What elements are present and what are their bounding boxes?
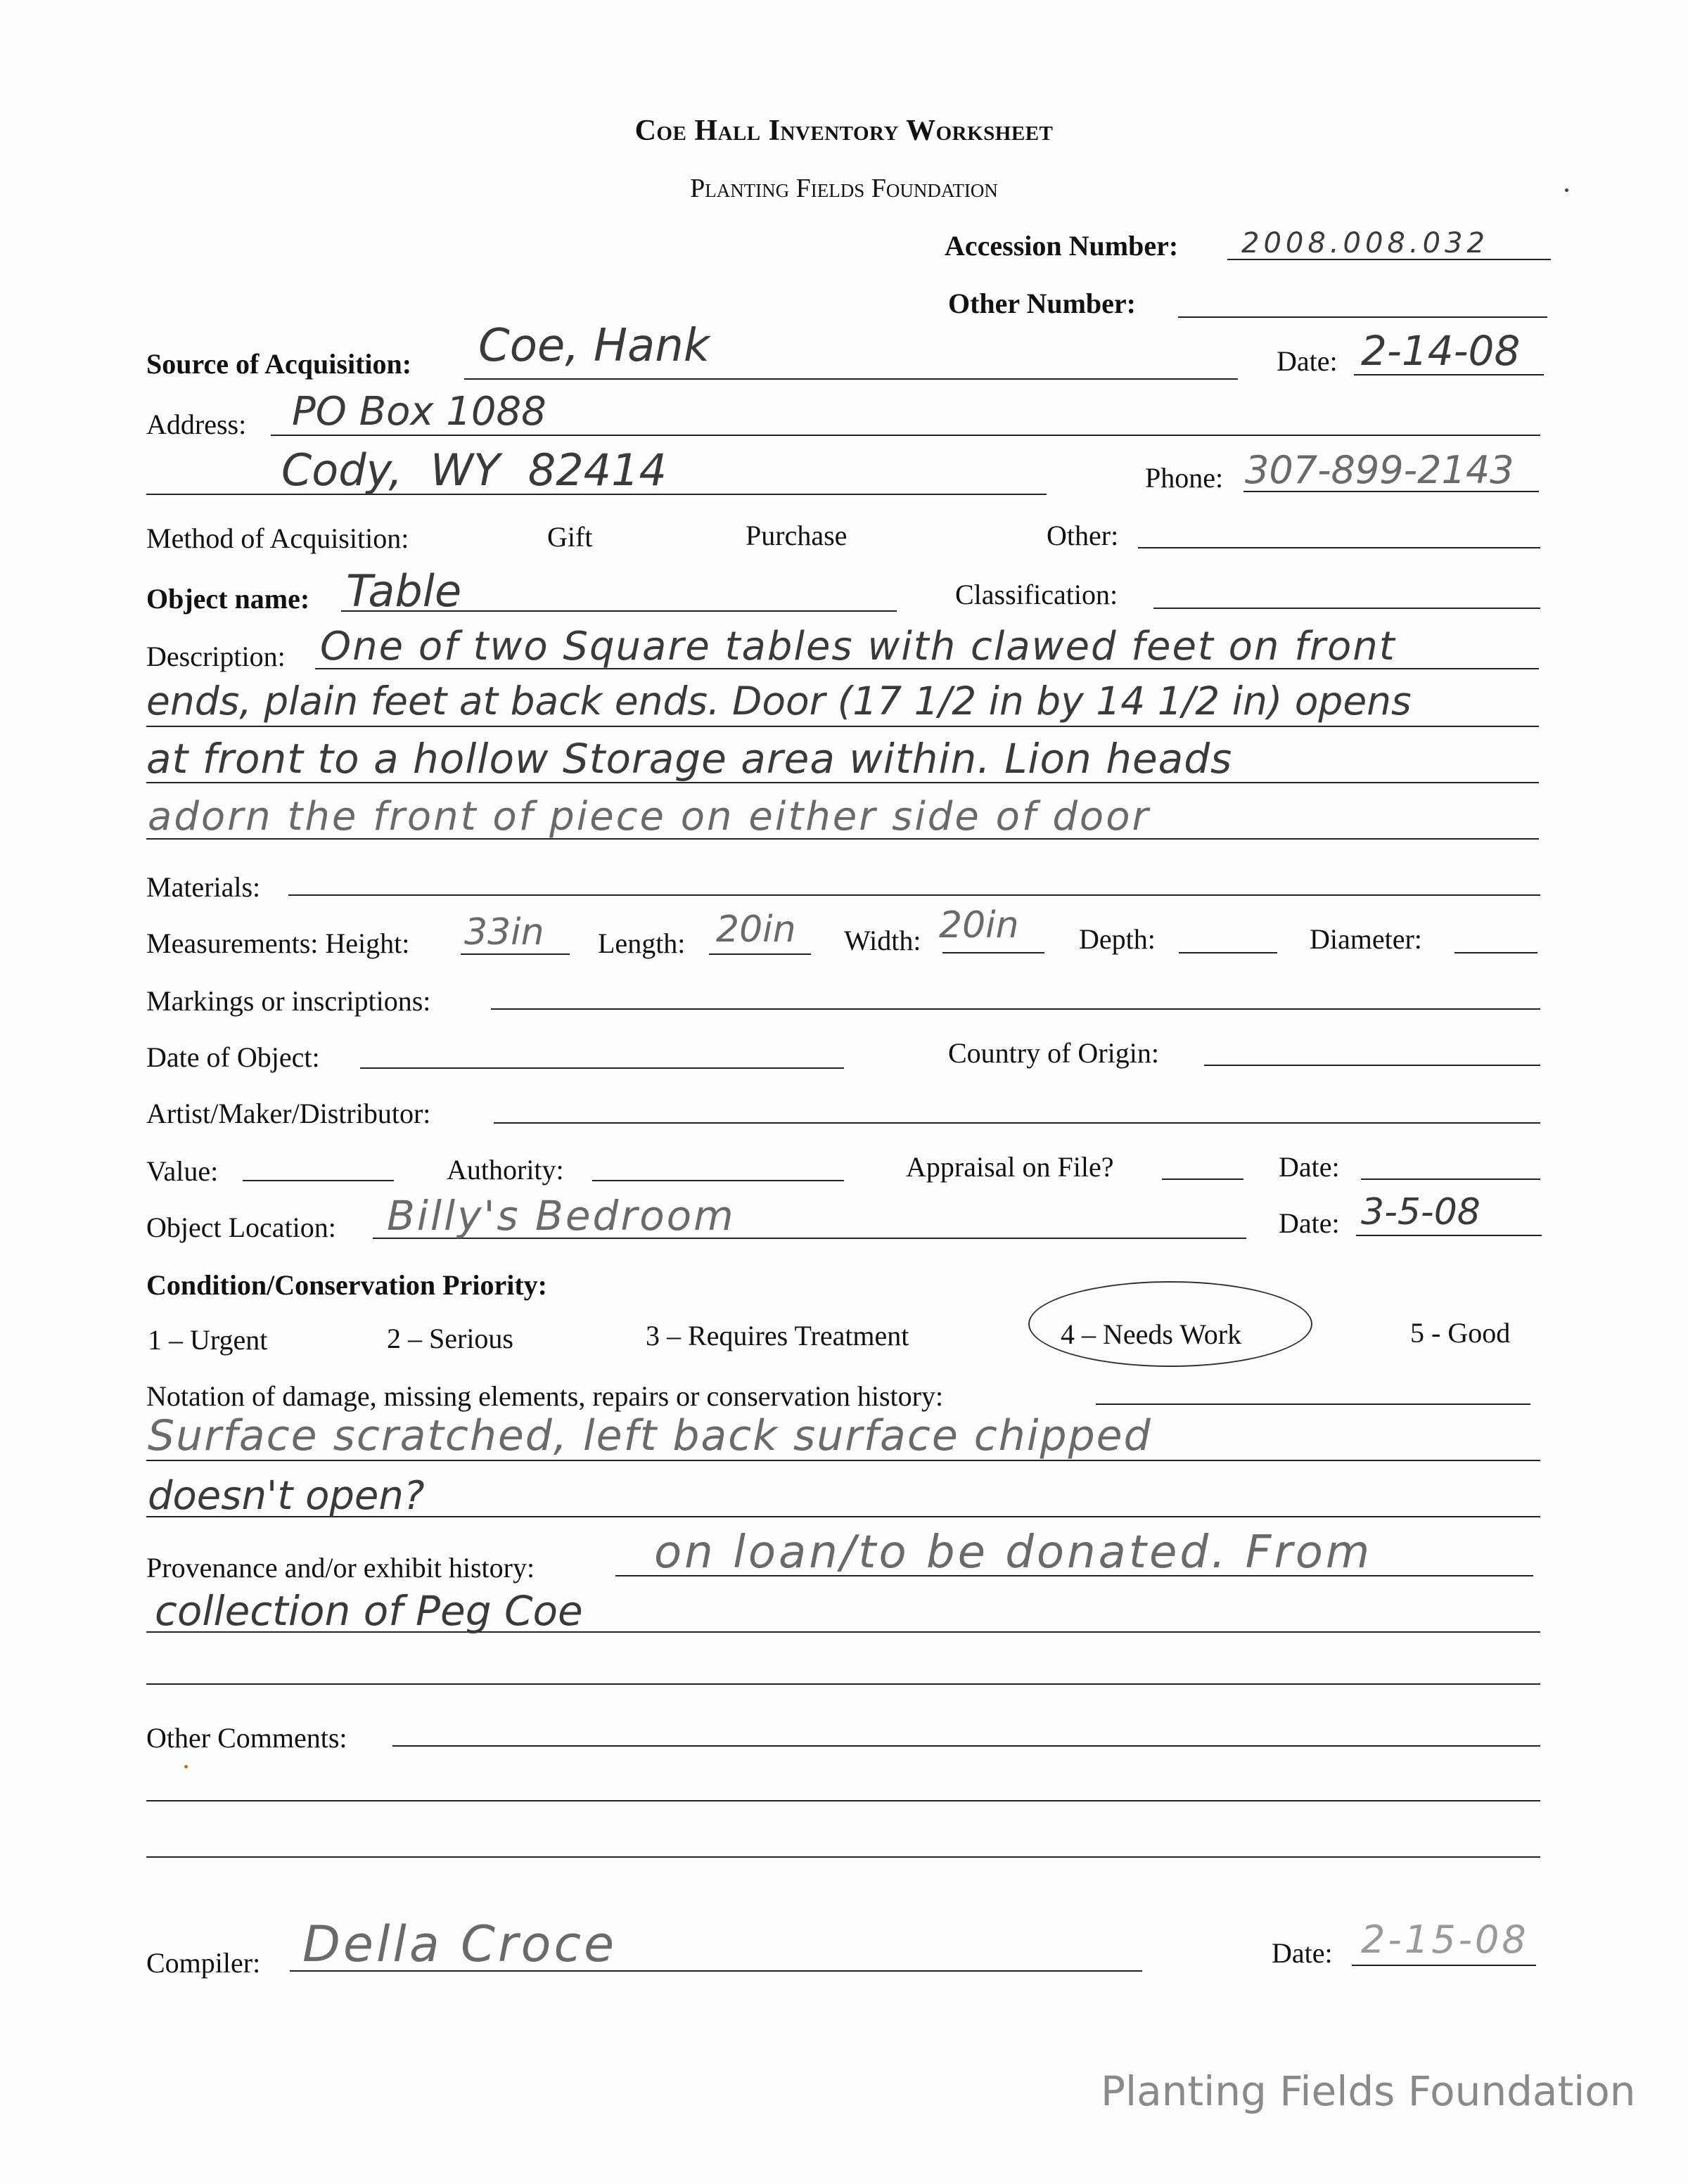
condition-heading: Condition/Conservation Priority: <box>146 1269 547 1301</box>
object-location-value: Billy's Bedroom <box>387 1192 736 1240</box>
accession-number-value: 2008.008.032 <box>1241 227 1489 259</box>
object-name-value: Table <box>346 565 462 617</box>
source-value: Coe, Hank <box>478 320 710 372</box>
provenance-line-2-text: collection of Peg Coe <box>155 1587 583 1635</box>
markings-line <box>491 1008 1540 1010</box>
depth-label: Depth: <box>1079 923 1156 955</box>
method-purchase: Purchase <box>746 520 848 551</box>
artist-label: Artist/Maker/Distributor: <box>146 1098 431 1129</box>
notation-line-2-text: doesn't open? <box>148 1473 425 1519</box>
location-date-value: 3-5-08 <box>1361 1191 1481 1233</box>
materials-label: Materials: <box>146 871 261 903</box>
object-name-label: Object name: <box>146 583 310 615</box>
accession-number-label: Accession Number: <box>945 230 1179 262</box>
notation-label: Notation of damage, missing elements, repairs or conservation history: <box>146 1380 944 1412</box>
source-date-label: Date: <box>1277 345 1338 377</box>
depth-line <box>1179 952 1277 953</box>
object-location-label: Object Location: <box>146 1212 336 1243</box>
length-line <box>709 953 811 955</box>
condition-good: 5 - Good <box>1410 1317 1511 1349</box>
country-label: Country of Origin: <box>948 1037 1159 1069</box>
appraisal-date-line <box>1361 1178 1540 1180</box>
condition-urgent: 1 – Urgent <box>148 1324 268 1356</box>
other-comments-line-1 <box>392 1745 1540 1747</box>
length-label: Length: <box>598 927 686 959</box>
condition-requires-treatment: 3 – Requires Treatment <box>646 1320 909 1351</box>
description-line-2 <box>146 726 1539 727</box>
provenance-line-1-text: on loan/to be donated. From <box>654 1527 1373 1579</box>
phone-label: Phone: <box>1145 462 1224 494</box>
notation-line-0 <box>1096 1403 1530 1405</box>
appraisal-line <box>1162 1178 1243 1180</box>
height-value: 33in <box>464 911 544 953</box>
authority-label: Authority: <box>447 1154 564 1186</box>
value-line <box>243 1180 394 1181</box>
other-comments-line-2 <box>146 1800 1540 1801</box>
source-label: Source of Acquisition: <box>146 348 412 380</box>
compiler-label: Compiler: <box>146 1947 261 1979</box>
provenance-label: Provenance and/or exhibit history: <box>146 1552 535 1584</box>
scan-speck <box>184 1765 188 1768</box>
address-line1-value: PO Box 1088 <box>292 389 546 435</box>
other-number-line <box>1178 316 1547 318</box>
method-other-label: Other: <box>1047 520 1119 551</box>
date-of-object-line <box>360 1067 844 1069</box>
appraisal-date-label: Date: <box>1279 1151 1340 1183</box>
compiler-date-line <box>1352 1965 1536 1966</box>
appraisal-label: Appraisal on File? <box>906 1151 1114 1183</box>
location-date-line <box>1356 1235 1542 1236</box>
source-line <box>464 378 1238 380</box>
condition-serious: 2 – Serious <box>387 1323 513 1354</box>
form-title: Coe Hall Inventory Worksheet <box>634 115 1054 147</box>
watermark-text: Planting Fields Foundation <box>1101 2067 1636 2115</box>
compiler-date-value: 2-15-08 <box>1361 1918 1529 1962</box>
authority-line <box>592 1180 844 1181</box>
width-label: Width: <box>844 925 921 956</box>
description-line-4-text: adorn the front of piece on either side of door <box>148 794 1151 840</box>
description-line-3-text: at front to a hollow Storage area within. Lion heads <box>146 735 1233 783</box>
diameter-label: Diameter: <box>1310 923 1422 955</box>
width-line <box>942 952 1044 953</box>
phone-value: 307-899-2143 <box>1245 448 1514 492</box>
method-label: Method of Acquisition: <box>146 522 409 554</box>
address-line-1 <box>271 435 1540 436</box>
materials-line <box>288 894 1540 896</box>
diameter-line <box>1454 952 1537 953</box>
country-line <box>1204 1065 1540 1066</box>
artist-line <box>494 1122 1540 1124</box>
form-subtitle: Planting Fields Foundation <box>690 174 998 203</box>
description-line-2-text: ends, plain feet at back ends. Door (17 1/2 in by 14 1/2 in) opens <box>146 679 1412 724</box>
length-value: 20in <box>716 908 796 951</box>
width-value: 20in <box>939 904 1019 946</box>
address-label: Address: <box>146 409 247 440</box>
classification-label: Classification: <box>955 579 1118 610</box>
description-line-1-text: One of two Square tables with clawed feet on front <box>320 624 1396 669</box>
compiler-value: Della Croce <box>302 1915 618 1973</box>
location-date-label: Date: <box>1279 1207 1340 1239</box>
provenance-line-2 <box>146 1683 1540 1685</box>
description-label: Description: <box>146 641 286 672</box>
value-label: Value: <box>146 1155 219 1187</box>
classification-line <box>1153 608 1540 609</box>
compiler-date-label: Date: <box>1272 1937 1333 1969</box>
other-number-label: Other Number: <box>948 288 1136 319</box>
method-gift: Gift <box>547 521 593 553</box>
source-date-value: 2-14-08 <box>1361 327 1521 375</box>
markings-label: Markings or inscriptions: <box>146 985 431 1017</box>
notation-line-1-text: Surface scratched, left back surface chipped <box>148 1411 1152 1460</box>
height-line <box>461 953 570 955</box>
condition-needs-work: 4 – Needs Work <box>1061 1318 1242 1350</box>
height-label: Measurements: Height: <box>146 927 410 959</box>
address-line2-value: Cody, WY 82414 <box>281 444 667 496</box>
method-other-line <box>1138 547 1540 548</box>
scan-speck <box>1565 188 1568 192</box>
date-of-object-label: Date of Object: <box>146 1041 320 1073</box>
other-comments-label: Other Comments: <box>146 1722 347 1754</box>
other-comments-line-3 <box>146 1856 1540 1858</box>
